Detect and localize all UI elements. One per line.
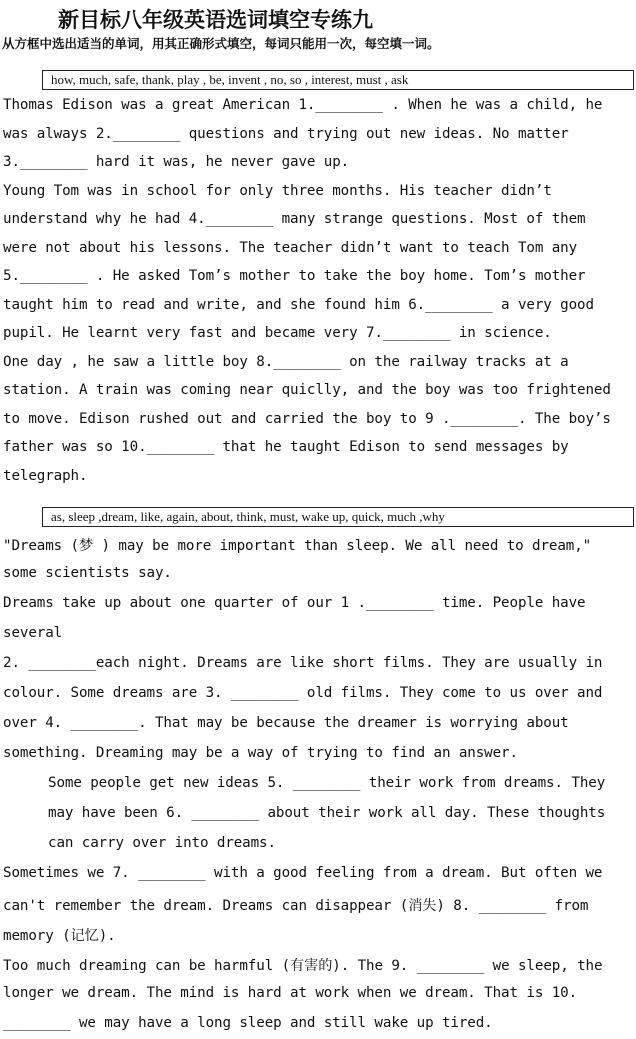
passage2-line: may have been 6. ________ about their work all day. These thoughts (48, 805, 606, 821)
passage1-line: to move. Edison rushed out and carried the boy to 9 .________. The boy’s (3, 411, 611, 427)
page-title: 新目标八年级英语选词填空专练九 (58, 7, 373, 32)
passage1-line: telegraph. (3, 468, 88, 484)
passage2-line: 2. ________each night. Dreams are like short films. They are usually in (3, 655, 603, 671)
passage1-line: understand why he had 4.________ many strange questions. Most of them (3, 211, 586, 227)
passage2-line: several (3, 625, 63, 641)
passage2-line: colour. Some dreams are 3. ________ old films. They come to us over and (3, 685, 603, 701)
passage1-line: 5.________ . He asked Tom’s mother to take the boy home. Tom’s mother (3, 268, 586, 284)
passage1-line: were not about his lessons. The teacher didn’t want to teach Tom any (3, 240, 578, 256)
passage1-line: Thomas Edison was a great American 1.________ . When he was a child, he (3, 97, 603, 113)
passage1-line: father was so 10.________ that he taught Edison to send messages by (3, 439, 569, 455)
passage2-line: can't remember the dream. Dreams can disappear (消失) 8. ________ from (3, 898, 589, 914)
passage1-line: pupil. He learnt very fast and became very 7.________ in science. (3, 325, 552, 341)
passage1-line: Young Tom was in school for only three months. His teacher didn’t (3, 183, 552, 199)
passage2-line: Sometimes we 7. ________ with a good feeling from a dream. But often we (3, 865, 603, 881)
passage1-line: taught him to read and write, and she found him 6.________ a very good (3, 297, 594, 313)
passage2-line: something. Dreaming may be a way of trying to find an answer. (3, 745, 518, 761)
passage2-line: Too much dreaming can be harmful (有害的). The 9. ________ we sleep, the (3, 958, 603, 974)
passage2-line: ________ we may have a long sleep and still wake up tired. (3, 1015, 493, 1031)
passage2-line: over 4. ________. That may be because the dreamer is worrying about (3, 715, 569, 731)
passage2-line: some scientists say. (3, 565, 172, 581)
passage2-line: longer we dream. The mind is hard at work when we dream. That is 10. (3, 985, 578, 1001)
passage1-line: One day , he saw a little boy 8.________ on the railway tracks at a (3, 354, 569, 370)
passage2-line: memory (记忆). (3, 928, 116, 944)
word-box-1: how, much, safe, thank, play , be, invent , no, so , interest, must , ask (42, 70, 634, 90)
passage1-line: station. A train was coming near quiclly, and the boy was too frightened (3, 382, 611, 398)
word-box-2: as, sleep ,dream, like, again, about, think, must, wake up, quick, much ,why (42, 507, 634, 527)
passage2-line: "Dreams (梦 ) may be more important than sleep. We all need to dream," (3, 538, 592, 554)
passage2-line: Some people get new ideas 5. ________ their work from dreams. They (48, 775, 606, 791)
passage1-line: 3.________ hard it was, he never gave up. (3, 154, 350, 170)
passage1-line: was always 2.________ questions and trying out new ideas. No matter (3, 126, 569, 142)
passage2-line: Dreams take up about one quarter of our 1 .________ time. People have (3, 595, 586, 611)
passage2-line: can carry over into dreams. (48, 835, 276, 851)
instruction: 从方框中选出适当的单词，用其正确形式填空，每词只能用一次，每空填一词。 (2, 36, 440, 51)
